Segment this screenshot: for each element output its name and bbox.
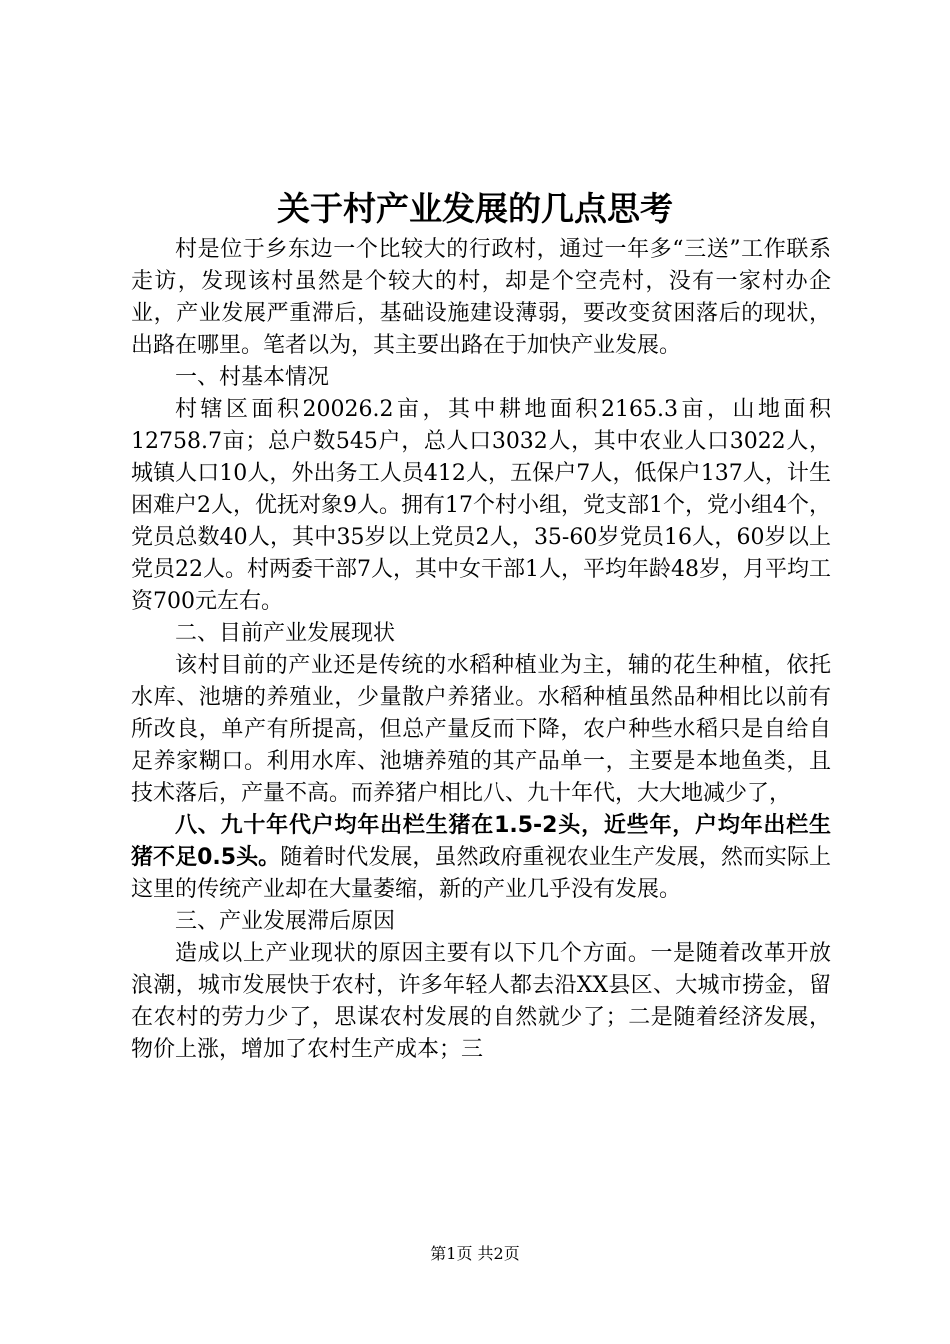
current-status-paragraph: 该村目前的产业还是传统的水稻种植业为主，辅的花生种植，依托水库、池塘的养殖业，少量散户养猪业。水稻种植虽然品种相比以前有所改良，单产有所提高，但总产量反而下降，农户种些水稻只是自给自足养家糊口。利用水库、池塘养殖的其产品单一，主要是本地鱼类，且技术落后，产量不高。而养猪户相比八、九十年代，大大地减少了，: [131, 653, 831, 806]
document-body: [131, 234, 831, 1066]
pig-farming-paragraph: [131, 810, 831, 906]
section-heading-current-status: 二、目前产业发展现状: [175, 621, 396, 646]
pig-farming-normal-text: 随着时代发展，虽然政府重视农业生产发展，然而实际上这里的传统产业却在大量萎缩，新的产业几乎没有发展。: [131, 845, 831, 902]
intro-paragraph: 村是位于乡东边一个比较大的行政村，通过一年多“三送”工作联系走访，发现该村虽然是个较大的村，却是个空壳村，没有一家村办企业，产业发展严重滞后，基础设施建设薄弱，要改变贫困落后的现状，出路在哪里。笔者以为，其主要出路在于加快产业发展。: [131, 237, 831, 358]
document-title: 关于村产业发展的几点思考: [277, 189, 673, 228]
section-heading-lag-reasons: 三、产业发展滞后原因: [175, 909, 396, 934]
pig-farming-bold-text: 八、九十年代户均年出栏生猪在1.5-2头，近些年，户均年出栏生猪不足0.5头。: [131, 813, 831, 870]
lag-reasons-paragraph: 造成以上产业现状的原因主要有以下几个方面。一是随着改革开放浪潮，城市发展快于农村，许多年轻人都去沿XX县区、大城市捞金，留在农村的劳力少了，思谋农村发展的自然就少了；二是随着经济发展，物价上涨，增加了农村生产成本；三: [131, 941, 831, 1062]
basic-info-paragraph: 村辖区面积20026.2亩，其中耕地面积2165.3亩，山地面积12758.7亩；总户数545户，总人口3032人，其中农业人口3022人，城镇人口10人，外出务工人员412人，五保户7人，低保户137人，计生困难户2人，优抚对象9人。拥有17个村小组，党支部1个，党小组4个，党员总数40人，其中35岁以上党员2人，35-60岁党员16人，60岁以上党员22人。村两委干部7人，其中女干部1人，平均年龄48岁，月平均工资700元左右。: [131, 397, 831, 614]
section-heading-basic-info: 一、村基本情况: [175, 365, 330, 390]
page-number-footer: 第1页 共2页: [430, 1244, 520, 1263]
